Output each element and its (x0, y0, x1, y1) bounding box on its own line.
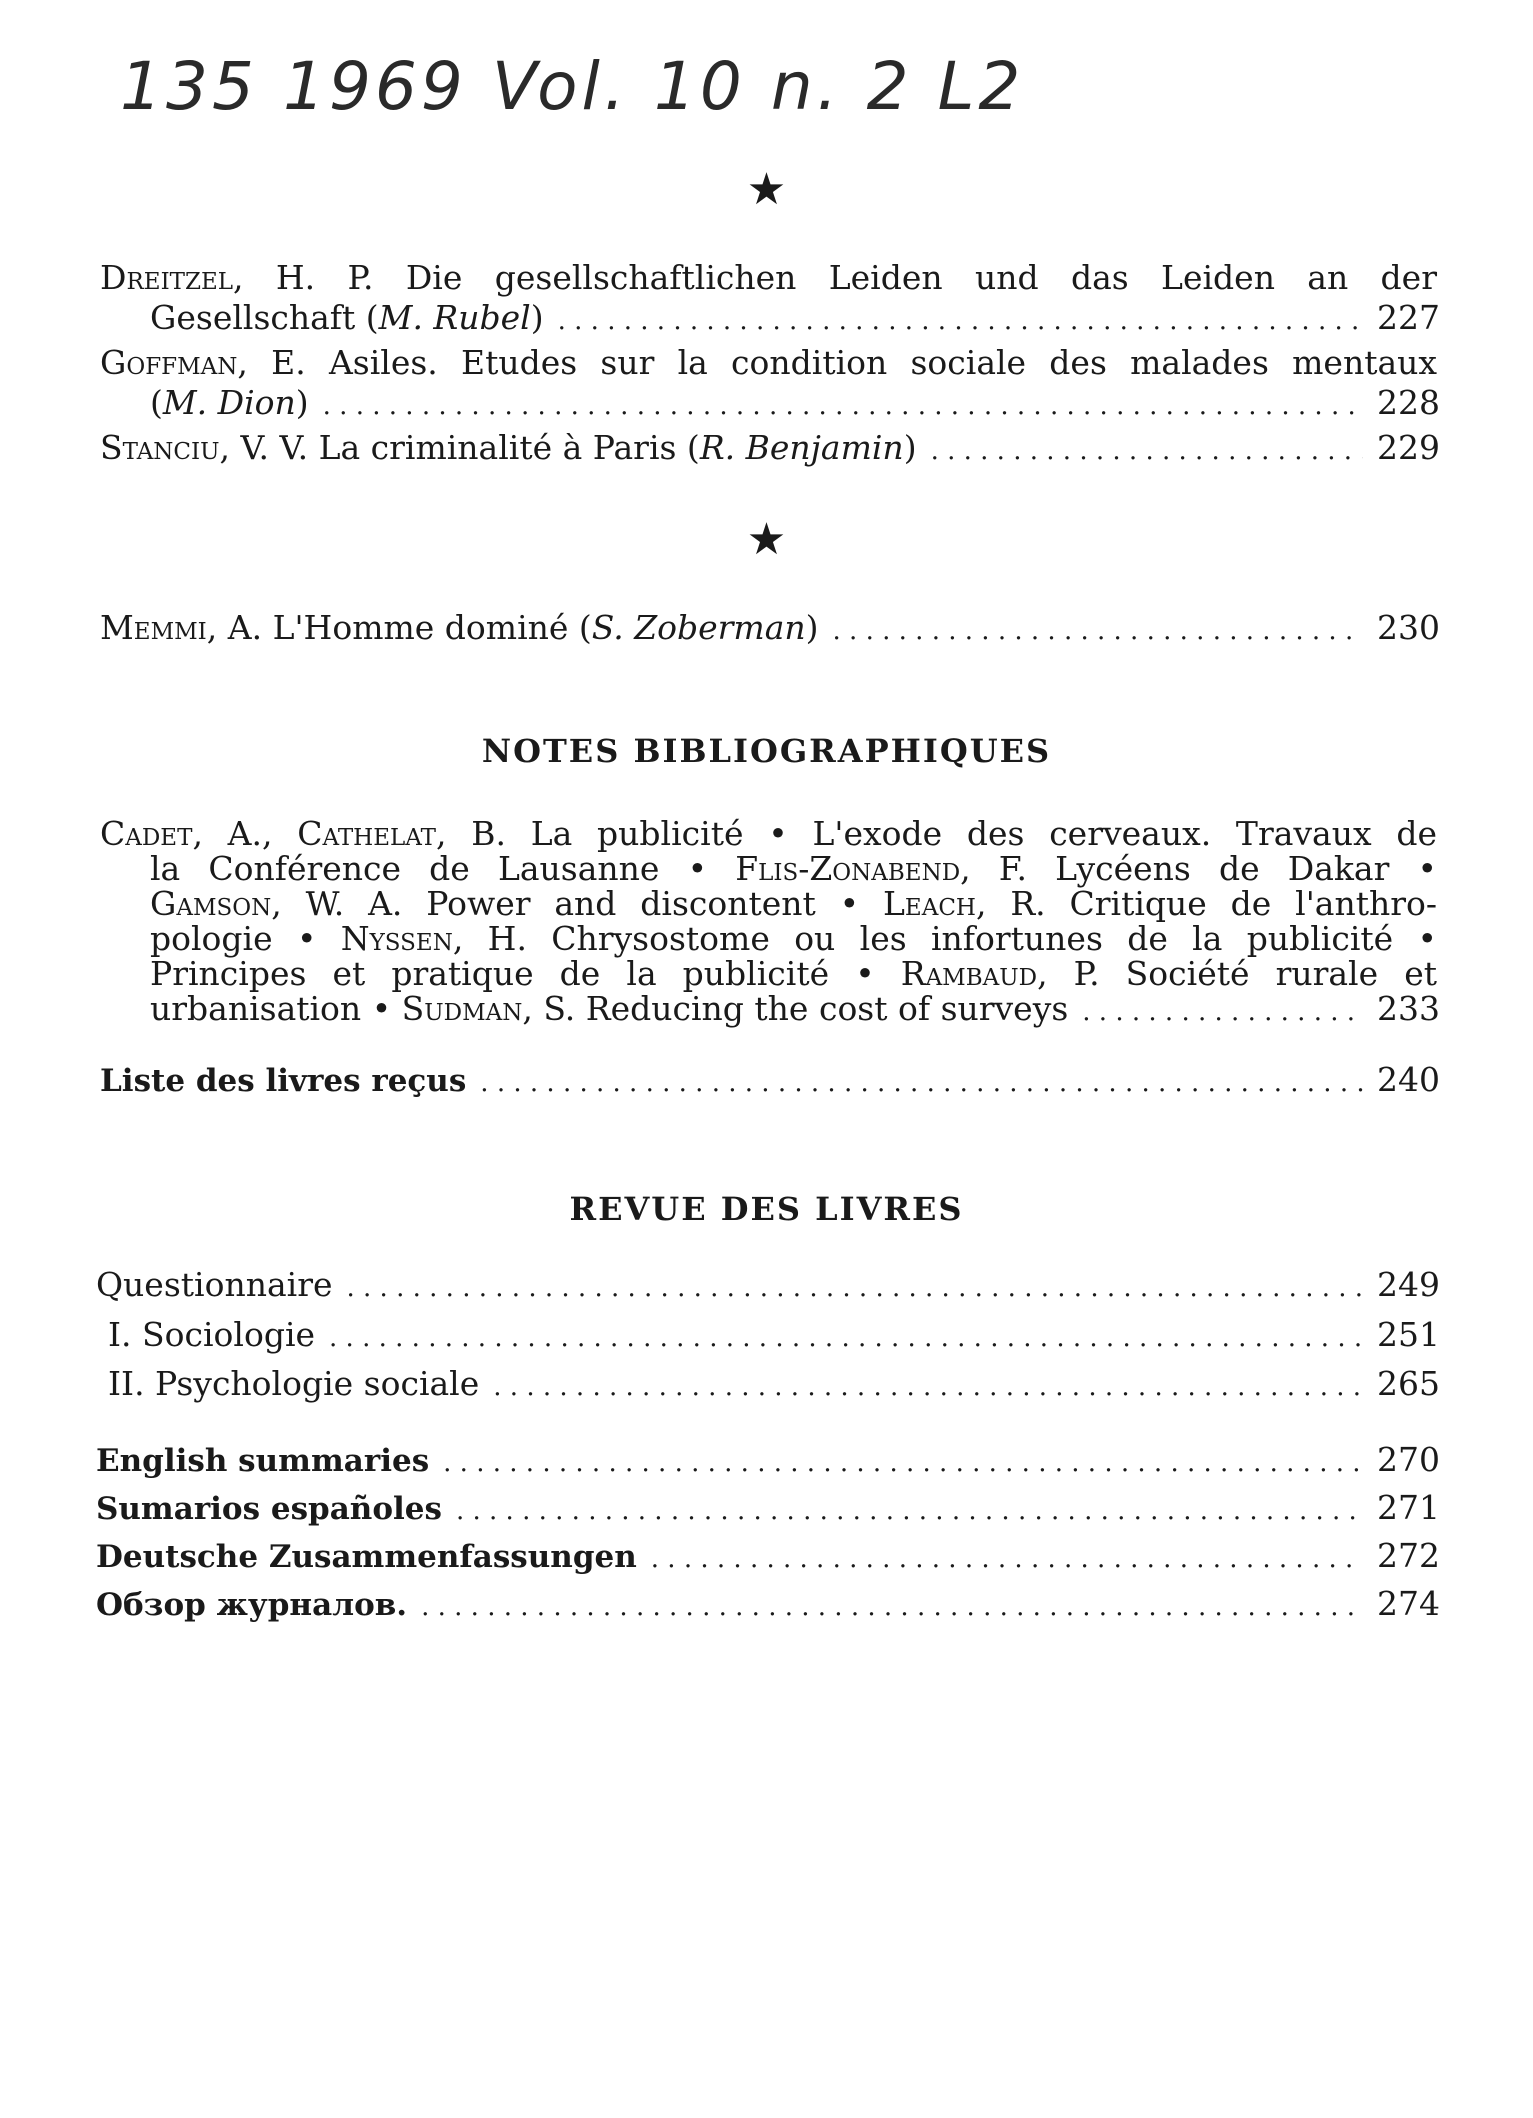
section-star-2: ★ (746, 514, 787, 565)
entry-line (96, 1488, 1440, 1531)
page-number: 227 (1377, 298, 1440, 337)
notes-bibliographiques-block (100, 814, 1440, 1030)
notes-line-1 (100, 816, 1437, 851)
book-title: la Conférence de Lausanne (150, 849, 660, 888)
reviewer-name: M. Rubel (378, 298, 531, 337)
page-number: 251 (1377, 1315, 1440, 1354)
entry-line (100, 258, 1437, 298)
entry-line (100, 383, 1440, 426)
entry-line (96, 1440, 1440, 1483)
entry-label: Questionnaire (96, 1265, 333, 1304)
entry-label: English summaries (96, 1443, 430, 1479)
notes-line-4 (100, 921, 1437, 956)
paren: ) (530, 298, 544, 337)
entry-label: Liste des livres reçus (100, 1063, 467, 1099)
bullet-separator: • (1417, 849, 1437, 888)
book-title: , F. Lycéens de Dakar (960, 849, 1390, 888)
bullet-separator: • (371, 989, 392, 1028)
toc-entry-sociologie (108, 1315, 1440, 1358)
author-initials: , H. P. (233, 258, 374, 297)
entry-line (108, 1364, 1440, 1407)
entry-line (108, 1315, 1440, 1358)
dot-leader (558, 298, 1363, 341)
book-title: , P. Société rurale et (1037, 954, 1437, 993)
author-name: Nyssen (340, 919, 453, 958)
bullet-separator: • (687, 849, 708, 888)
bullet-separator: • (768, 814, 788, 853)
author-name: Stanciu (100, 428, 220, 467)
reviewer-name: M. Dion (162, 383, 296, 422)
page-number: 271 (1377, 1488, 1440, 1527)
reviewer-name: S. Zoberman (591, 608, 806, 647)
paren: ) (805, 608, 819, 647)
entry-line (96, 1536, 1440, 1579)
paren: ( (150, 383, 163, 422)
author-name: Cadet (100, 814, 193, 853)
page-number: 228 (1377, 383, 1440, 422)
book-title: pologie (150, 919, 273, 958)
book-title: , S. Reducing the cost of surveys (522, 989, 1069, 1028)
notes-line-5 (100, 956, 1437, 991)
dot-leader (323, 383, 1363, 426)
page-number: 233 (1377, 989, 1440, 1028)
entry-line (100, 608, 1440, 651)
book-title: Principes et pratique de la publicité (150, 954, 830, 993)
entry-label: Deutsche Zusammenfassungen (96, 1539, 637, 1575)
author-name: Memmi (100, 608, 207, 647)
dot-leader (443, 1440, 1363, 1483)
author-initials: , A. (206, 608, 263, 647)
author-name: Gamson (150, 884, 272, 923)
reviewer-name: R. Benjamin (699, 428, 904, 467)
entry-line (100, 1060, 1440, 1103)
entry-line (96, 1584, 1440, 1627)
book-title: La criminalité à Paris ( (308, 428, 700, 467)
dot-leader (347, 1265, 1364, 1308)
page-number: 249 (1377, 1265, 1440, 1304)
entry-line (100, 428, 1440, 471)
notes-line-3 (100, 886, 1437, 921)
author-initials: , E. (237, 343, 306, 382)
book-title: , B. La publicité (436, 814, 744, 853)
toc-entry-english-summaries (96, 1440, 1440, 1483)
handwritten-catalog-note: 135 1969 Vol. 10 n. 2 L2 (120, 48, 1025, 125)
author-initials: , V. V. (219, 428, 309, 467)
toc-entry-liste-livres (100, 1060, 1440, 1103)
page-number: 270 (1377, 1440, 1440, 1479)
bullet-separator: • (296, 919, 317, 958)
page-number: 274 (1377, 1584, 1440, 1623)
toc-entry-sumarios-espanoles (96, 1488, 1440, 1531)
author-name: Goffman (100, 343, 238, 382)
book-title: , H. Chrysostome ou les infortunes de la publicité (452, 919, 1394, 958)
entry-line (96, 1265, 1440, 1308)
notes-line-6 (100, 989, 1440, 1030)
toc-entry-goffman (100, 343, 1440, 426)
page-number: 229 (1377, 428, 1440, 467)
paren: ) (295, 383, 309, 422)
entry-label: I. Sociologie (108, 1315, 316, 1354)
book-title: , R. Critique de l'anthro- (975, 884, 1438, 923)
page-number: 272 (1377, 1536, 1440, 1575)
book-title: Die gesellschaftlichen Leiden und das Leiden an der (373, 258, 1437, 297)
toc-entry-psychologie-sociale (108, 1364, 1440, 1407)
toc-entry-obzor-zhurnalov (96, 1584, 1440, 1627)
book-title: , W. A. Power and discontent (271, 884, 816, 923)
section-star-1: ★ (746, 164, 787, 215)
bullet-separator: • (1417, 919, 1437, 958)
book-title: Asiles. Etudes sur la condition sociale des malades mentaux (305, 343, 1437, 382)
page-number: 230 (1377, 608, 1440, 647)
dot-leader (1082, 991, 1363, 1030)
author-name: Leach (883, 884, 976, 923)
book-title: L'exode des cerveaux. Travaux de (812, 814, 1437, 853)
entry-line (100, 298, 1440, 341)
book-title: L'Homme dominé ( (262, 608, 592, 647)
dot-leader (456, 1488, 1363, 1531)
book-title: urbanisation (150, 989, 362, 1028)
dot-leader (480, 1060, 1363, 1103)
bullet-separator: • (855, 954, 875, 993)
entry-label: II. Psychologie sociale (108, 1364, 480, 1403)
author-name: Rambaud (900, 954, 1038, 993)
author-name: Flis-Zonabend (735, 849, 961, 888)
dot-leader (329, 1315, 1363, 1358)
dot-leader (931, 428, 1363, 471)
toc-entry-dreitzel (100, 258, 1440, 341)
book-title-cont: Gesellschaft ( (150, 298, 379, 337)
toc-entry-stanciu (100, 428, 1440, 471)
author-name: Dreitzel (100, 258, 234, 297)
dot-leader (421, 1584, 1363, 1627)
author-name: Sudman (401, 989, 523, 1028)
entry-label: Sumarios españoles (96, 1491, 442, 1527)
dot-leader (493, 1364, 1363, 1407)
toc-entry-memmi (100, 608, 1440, 651)
dot-leader (833, 608, 1363, 651)
toc-entry-questionnaire (96, 1265, 1440, 1308)
page-number: 265 (1377, 1364, 1440, 1403)
heading-notes-bibliographiques: NOTES BIBLIOGRAPHIQUES (481, 732, 1052, 770)
dot-leader (651, 1536, 1363, 1579)
bullet-separator: • (839, 884, 860, 923)
toc-entry-deutsche-zusammenfassungen (96, 1536, 1440, 1579)
entry-label: Обзор журналов. (96, 1587, 408, 1623)
author-initials: , A., (192, 814, 298, 853)
author-name: Cathelat (297, 814, 436, 853)
heading-revue-des-livres: REVUE DES LIVRES (569, 1190, 964, 1228)
notes-line-2 (100, 851, 1437, 886)
page-number: 240 (1377, 1060, 1440, 1099)
paren: ) (903, 428, 917, 467)
entry-line (100, 343, 1437, 383)
